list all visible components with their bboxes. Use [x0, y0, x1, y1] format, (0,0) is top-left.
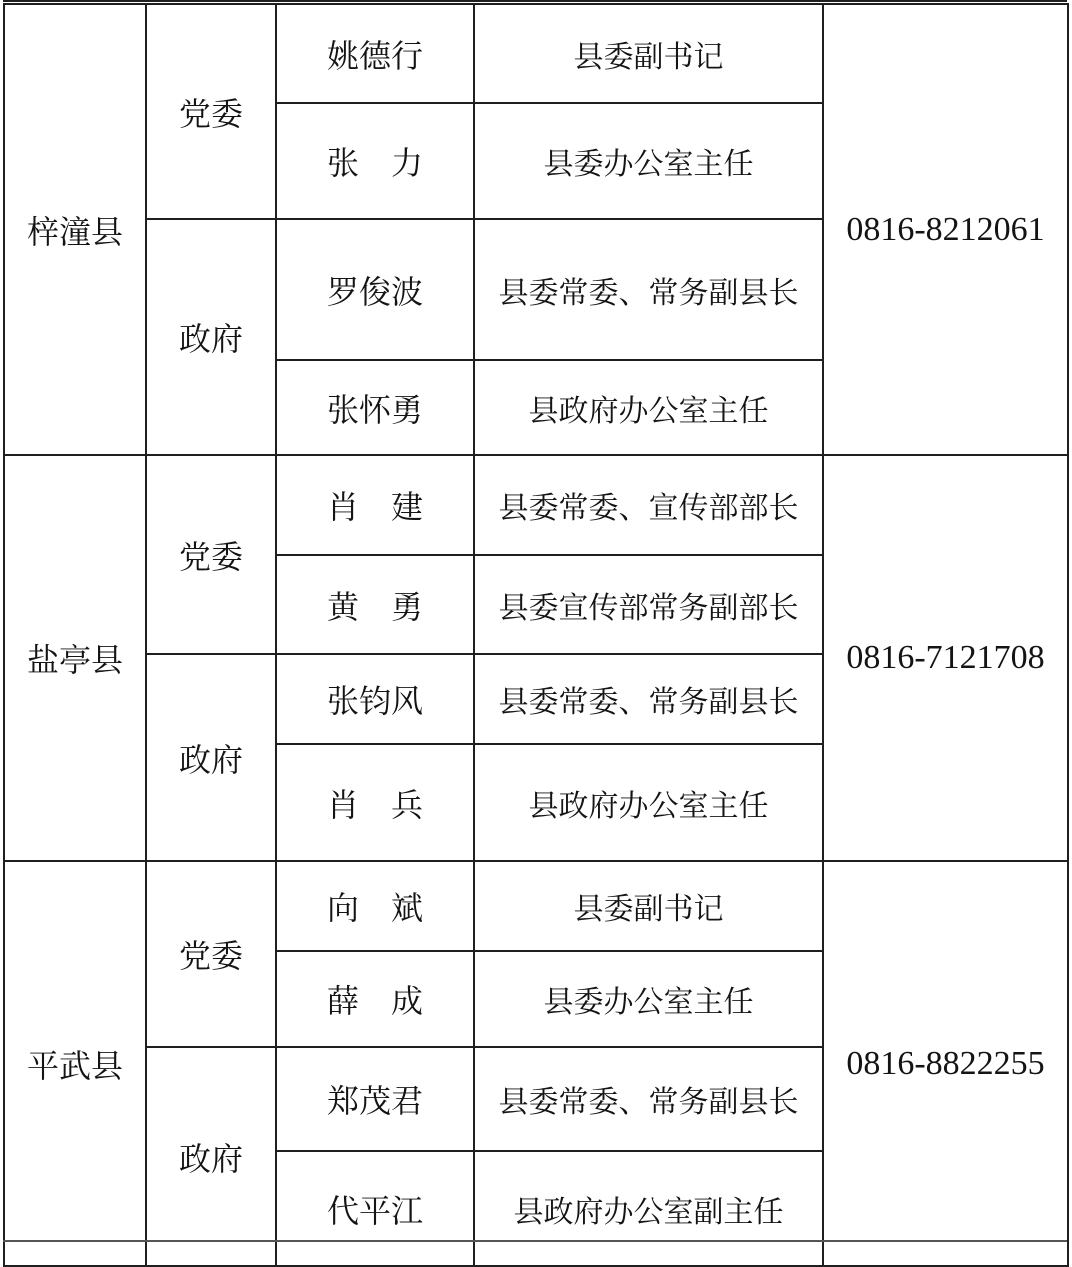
- county-cell: 盐亭县: [4, 455, 146, 861]
- name-cell: 罗俊波: [276, 219, 474, 360]
- position-cell: 县政府办公室主任: [474, 360, 823, 455]
- phone-cell: 0816-7121708: [823, 455, 1068, 861]
- name-cell: 张 力: [276, 103, 474, 219]
- position-cell: 县政府办公室主任: [474, 744, 823, 861]
- phone-cell: 0816-8212061: [823, 4, 1068, 455]
- position-cell: 县委办公室主任: [474, 951, 823, 1047]
- position-cell: 县委常委、常务副县长: [474, 654, 823, 744]
- org-cell-government: 政府: [146, 654, 276, 861]
- table-row: [4, 4, 1068, 103]
- org-cell-party: 党委: [146, 455, 276, 654]
- org-cell-party: 党委: [146, 861, 276, 1047]
- previous-row-border-line: [3, 0, 1067, 2]
- name-cell: 肖 兵: [276, 744, 474, 861]
- name-cell: 薛 成: [276, 951, 474, 1047]
- position-cell: 县委办公室主任: [474, 103, 823, 219]
- position-cell: 县政府办公室副主任: [474, 1151, 823, 1266]
- table-row: [4, 861, 1068, 951]
- position-cell: 县委副书记: [474, 861, 823, 951]
- name-cell: 黄 勇: [276, 555, 474, 654]
- position-cell: 县委常委、常务副县长: [474, 1047, 823, 1151]
- contact-table: [3, 3, 1069, 1267]
- name-cell: 姚德行: [276, 4, 474, 103]
- position-cell: 县委常委、常务副县长: [474, 219, 823, 360]
- org-cell-government: 政府: [146, 1047, 276, 1266]
- name-cell: 代平江: [276, 1151, 474, 1266]
- position-cell: 县委常委、宣传部部长: [474, 455, 823, 555]
- phone-cell: 0816-8822255: [823, 861, 1068, 1266]
- name-cell: 张钧风: [276, 654, 474, 744]
- county-cell: 平武县: [4, 861, 146, 1266]
- name-cell: 向 斌: [276, 861, 474, 951]
- name-cell: 肖 建: [276, 455, 474, 555]
- table-row: [4, 455, 1068, 555]
- name-cell: 张怀勇: [276, 360, 474, 455]
- position-cell: 县委副书记: [474, 4, 823, 103]
- org-cell-government: 政府: [146, 219, 276, 455]
- position-cell: 县委宣传部常务副部长: [474, 555, 823, 654]
- name-cell: 郑茂君: [276, 1047, 474, 1151]
- county-cell: 梓潼县: [4, 4, 146, 455]
- org-cell-party: 党委: [146, 4, 276, 219]
